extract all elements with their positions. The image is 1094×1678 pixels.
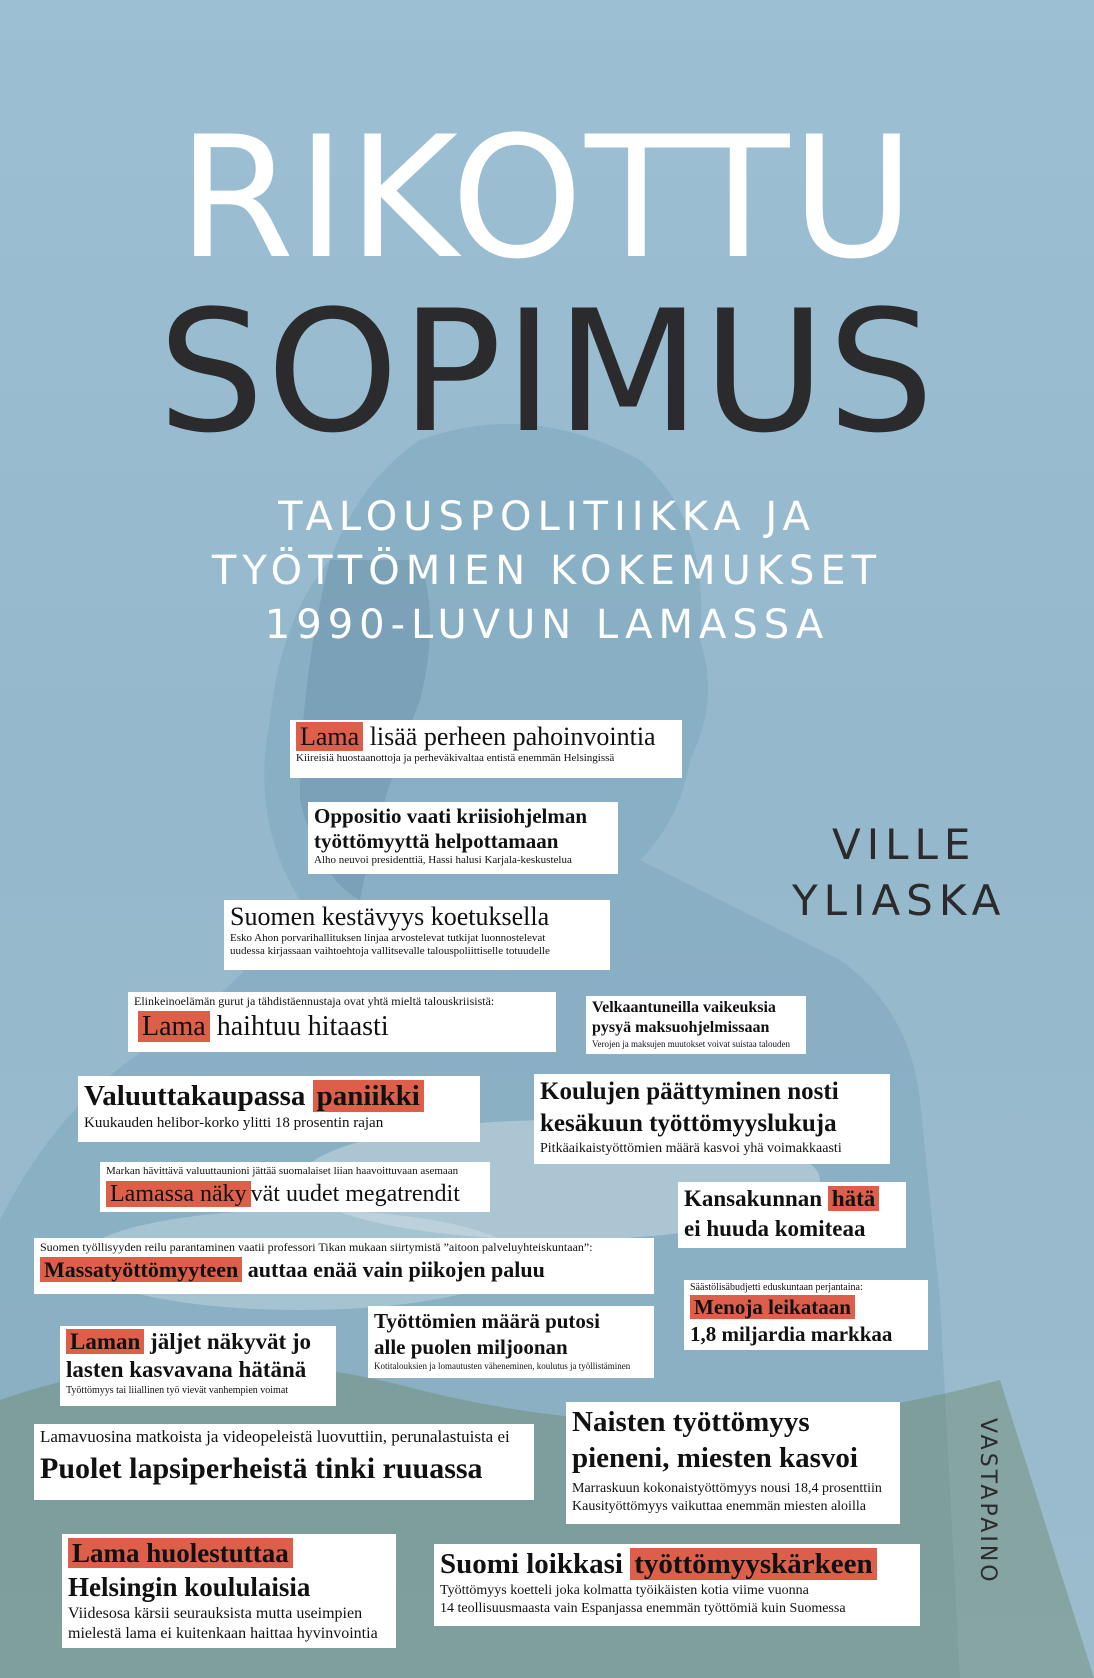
headline-line-1: Naisten työttömyys (572, 1406, 810, 1438)
clipping-lama-perheen (290, 720, 682, 778)
headline: Suomi loikkasi (440, 1548, 631, 1580)
headline: auttaa enää vain piikojen paluu (242, 1257, 545, 1282)
subheadline: Verojen ja maksujen muutokset voivat suistaa talouden (592, 1039, 790, 1049)
clipping-suomen-kestavyys (224, 900, 610, 970)
headline: Suomen kestävyys koetuksella (230, 902, 550, 931)
headline: vät uudet megatrendit (250, 1181, 460, 1207)
headline: lisää perheen pahoinvointia (363, 722, 656, 751)
kicker: Säästölisäbudjetti eduskuntaan perjantaina: (690, 1282, 863, 1293)
clipping-laman-jaljet (60, 1326, 336, 1406)
subheadline: Kuukauden helibor-korko ylitti 18 prosentin rajan (84, 1115, 384, 1131)
headline-line-2: kesäkuun työttömyyslukuja (540, 1110, 837, 1137)
headline-line-2: lasten kasvavana hätänä (66, 1357, 307, 1382)
clipping-oppositio (308, 802, 618, 874)
title-line-1: RIKOTTU (177, 100, 917, 296)
headline: Puolet lapsiperheistä tinki ruuassa (40, 1452, 483, 1485)
highlight: Menoja leikataan (690, 1295, 855, 1319)
author-first-name: VILLE (832, 820, 977, 869)
title-line-2: SOPIMUS (157, 274, 937, 470)
subheadline-1: Viidesosa kärsii seurauksista mutta useimpien (68, 1605, 363, 1622)
subheadline-1: Työttömyys koetteli joka kolmatta työikäisten kotia viime vuonna (440, 1583, 809, 1598)
highlight: Lamassa näky (106, 1181, 251, 1207)
clipping-massatyottomyyteen (34, 1238, 654, 1294)
subheadline: Pitkäaikaistyöttömien määrä kasvoi yhä voimakkaasti (540, 1141, 842, 1156)
subheadline-2: uudessa kirjassaan vaihtoehtoja vallitsevalle talouspoliittiselle totuudelle (230, 945, 550, 957)
subtitle-line-2: TYÖTTÖMIEN KOKEMUKSET (211, 548, 883, 594)
headline-line-2: pieneni, miesten kasvoi (572, 1442, 858, 1474)
headline-line-2: pysyä maksuohjelmissaan (592, 1019, 770, 1036)
clipping-lamassa-nakyvat (100, 1162, 490, 1212)
headline-line-1: Koulujen päättyminen nosti (540, 1078, 839, 1105)
highlight: Laman (66, 1329, 144, 1354)
clipping-lama-huolestuttaa (62, 1534, 396, 1648)
clipping-naisten-tyottomyys (566, 1402, 900, 1524)
headline-line-1: Työttömien määrä putosi (374, 1309, 600, 1333)
clipping-suomi-loikkasi (434, 1544, 920, 1626)
subheadline-2: mielestä lama ei kuitenkaan haittaa hyvinvointia (68, 1625, 378, 1642)
publisher-name: VASTAPAINO (975, 1418, 1000, 1585)
subheadline: Työttömyys tai liiallinen työ vievät vanhempien voimat (66, 1385, 289, 1396)
headline-line-2: 1,8 miljardia markkaa (690, 1322, 893, 1346)
highlight: Lama huolestuttaa (68, 1538, 293, 1568)
highlight: Lama (138, 1011, 210, 1042)
subheadline: Kotitalouksien ja lomautusten väheneminen, koulutus ja työllistäminen (374, 1361, 631, 1371)
subheadline: Kiireisiä huostaanottoja ja perheväkivaltaa entistä enemmän Helsingissä (296, 752, 615, 764)
headline-line-1: jäljet näkyvät jo (144, 1329, 312, 1354)
kicker: Elinkeinoelämän gurut ja tähdistäennustaja ovat yhtä mieltä talouskriisistä: (134, 994, 495, 1008)
clipping-koulujen (534, 1074, 890, 1164)
subheadline: Alho neuvoi presidenttiä, Hassi halusi Karjala-keskustelua (314, 854, 572, 866)
headline-line-2: Helsingin koululaisia (68, 1572, 311, 1602)
subheadline-1: Esko Ahon porvarihallituksen linjaa arvostelevat tutkijat luonnostelevat (230, 932, 546, 944)
highlight: Lama (296, 722, 363, 751)
clipping-puolet-lapsiperheista (34, 1424, 534, 1500)
highlight: työttömyyskärkeen (630, 1548, 876, 1580)
subtitle-line-1: TALOUSPOLITIIKKA JA (278, 494, 816, 540)
subheadline-2: 14 teollisuusmaasta vain Espanjassa enemmän työttömiä kuin Suomessa (440, 1601, 846, 1616)
subtitle-line-3: 1990-LUVUN LAMASSA (264, 602, 830, 648)
headline: Valuuttakaupassa (84, 1080, 313, 1112)
kicker: Suomen työllisyyden reilu parantaminen vaatii professori Tikan mukaan siirtymistä ”aitoon palveluyhteiskuntaan”: (40, 1240, 593, 1254)
clipping-menoja-leikataan (684, 1280, 928, 1350)
subheadline-2: Kausityöttömyys vaikuttaa enemmän miesten aloilla (572, 1499, 866, 1514)
headline-line-2: työttömyyttä helpottamaan (314, 829, 559, 853)
clipping-velkaantuneilla (586, 996, 806, 1054)
headline-line-1: Oppositio vaati kriisiohjelman (314, 804, 588, 828)
clipping-kansakunnan-hata (678, 1182, 906, 1248)
headline-line-2: alle puolen miljoonan (374, 1335, 568, 1359)
headline-line-1: Velkaantuneilla vaikeuksia (592, 999, 776, 1016)
author-last-name: YLIASKA (792, 876, 1007, 925)
highlight: hätä (828, 1186, 879, 1211)
clipping-valuuttakaupassa (78, 1076, 480, 1142)
highlight: paniikki (313, 1080, 424, 1112)
clipping-lama-haihtuu (128, 992, 556, 1052)
kicker: Markan hävittävä valuuttaunioni jättää suomalaiset liian haavoittuvaan asemaan (106, 1165, 459, 1177)
highlight: Massatyöttömyyteen (40, 1257, 242, 1282)
clipping-tyottomien-maara (368, 1306, 654, 1378)
kicker: Lamavuosina matkoista ja videopeleistä luovuttiin, perunalastuista ei (40, 1427, 510, 1446)
headline-line-2: ei huuda komiteaa (684, 1216, 866, 1241)
headline: haihtuu hitaasti (209, 1011, 389, 1042)
subheadline-1: Marraskuun kokonaistyöttömyys nousi 18,4 prosenttiin (572, 1481, 882, 1496)
headline-line-1: Kansakunnan (684, 1186, 828, 1211)
